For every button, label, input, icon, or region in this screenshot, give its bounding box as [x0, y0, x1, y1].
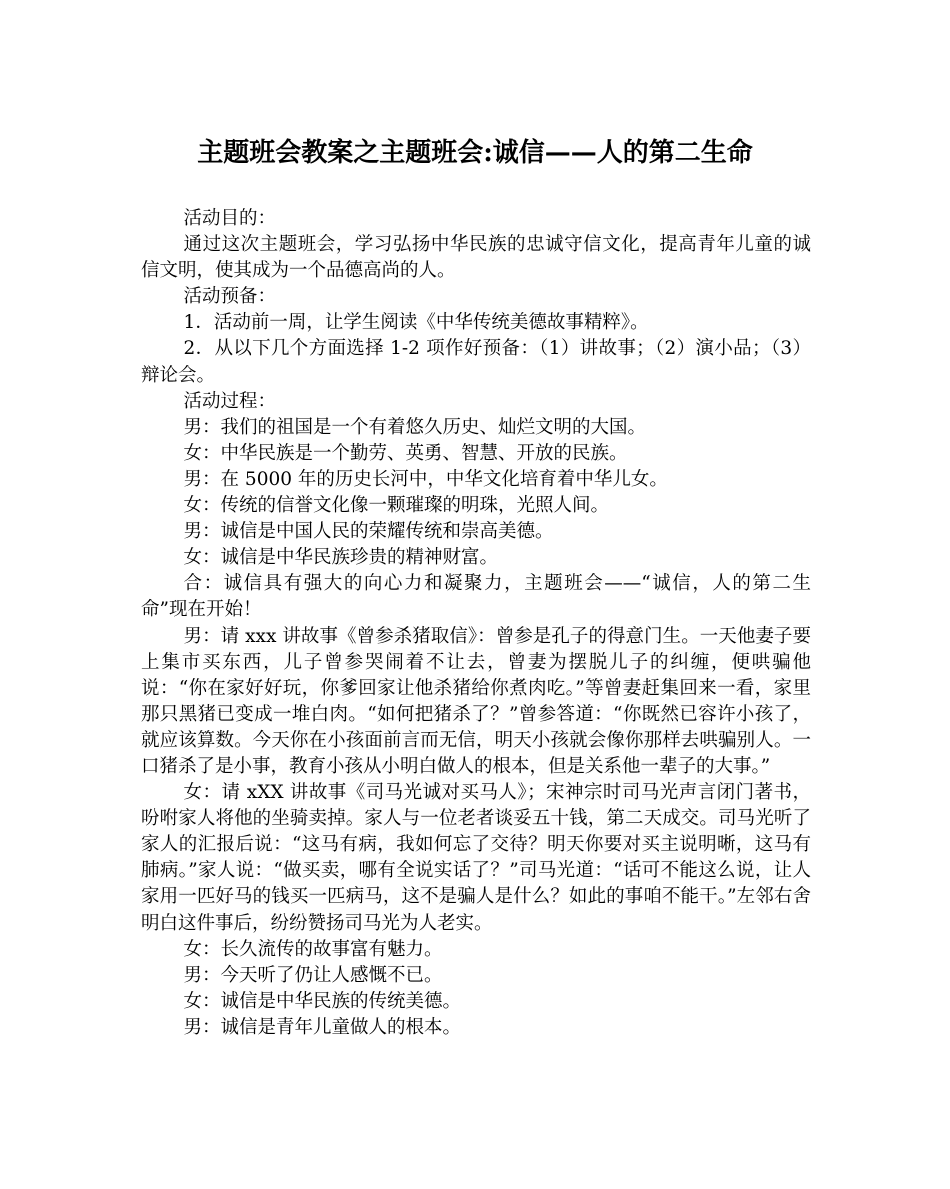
paragraph-dialogue-line: 合：诚信具有强大的向心力和凝聚力，主题班会——“诚信，人的第二生命”现在开始！	[141, 573, 811, 621]
paragraph-dialogue-line: 男：诚信是中国人民的荣耀传统和崇高美德。	[183, 521, 554, 543]
paragraph-dialogue-line: 女：中华民族是一个勤劳、英勇、智慧、开放的民族。	[183, 442, 628, 464]
paragraph-dialogue-line: 女：传统的信誉文化像一颗璀璨的明珠，光照人间。	[183, 495, 610, 517]
paragraph-dialogue-line: 女：诚信是中华民族珍贵的精神财富。	[183, 547, 499, 569]
paragraph-purpose: 通过这次主题班会，学习弘扬中华民族的忠诚守信文化，提高青年儿童的诚信文明，使其成为一个品德高尚的人。	[141, 234, 811, 282]
paragraph-dialogue-line: 女：诚信是中华民族的传统美德。	[183, 990, 462, 1012]
paragraph-dialogue-line: 女：长久流传的故事富有魅力。	[183, 938, 443, 960]
paragraph-preparation-heading: 活动预备：	[183, 286, 277, 308]
paragraph-story-zengshen: 男：请 xxx 讲故事《曾参杀猪取信》：曾参是孔子的得意门生。一天他妻子要上集市买东西，儿子曾参哭闹着不让去，曾妻为摆脱儿子的纠缠，便哄骗他说：“你在家好好玩，你爹回家让他杀猪给你煮肉吃。”等曾妻赶集回来一看，家里那只黑猪已变成一堆白肉。“如何把猪杀了？”曾参答道：“你既然已容许小孩了，就应该算数。今天你在小孩面前言而无信，明天小孩就会像你那样去哄骗别人。一口猪杀了是小事，教育小孩从小明白做人的根本，但是关系他一辈子的大事。”	[141, 625, 811, 777]
paragraph-dialogue-line: 男：今天听了仍让人感慨不已。	[183, 964, 443, 986]
paragraph-preparation-1: 1．活动前一周，让学生阅读《中华传统美德故事精粹》。	[183, 312, 649, 334]
paragraph-purpose-heading: 活动目的：	[183, 208, 277, 229]
paragraph-dialogue-line: 男：我们的祖国是一个有着悠久历史、灿烂文明的大国。	[183, 416, 647, 438]
paragraph-dialogue-line: 男：诚信是青年儿童做人的根本。	[183, 1016, 462, 1038]
paragraph-preparation-2: 2．从以下几个方面选择 1-2 项作好预备：（1）讲故事；（2）演小品；（3）辩论会。	[141, 338, 811, 386]
paragraph-story-simaguang: 女：请 xXX 讲故事《司马光诚对买马人》；宋神宗时司马光声言闭门著书，吩咐家人将他的坐骑卖掉。家人与一位老者谈妥五十钱，第二天成交。司马光听了家人的汇报后说：“这马有病，我如何忘了交待？明天你要对买主说明晰，这马有肺病。”家人说：“做买卖，哪有全说实话了？”司马光道：“话可不能这么说，让人家用一匹好马的钱买一匹病马，这不是骗人是什么？如此的事咱不能干。”左邻右舍明白这件事后，纷纷赞扬司马光为人老实。	[141, 782, 811, 934]
document-body	[141, 206, 811, 1041]
document-title: 主题班会教案之主题班会:诚信——人的第二生命	[197, 138, 753, 168]
paragraph-dialogue-line: 男：在 5000 年的历史长河中，中华文化培育着中华儿女。	[183, 468, 668, 490]
paragraph-process-heading: 活动过程：	[183, 390, 277, 412]
